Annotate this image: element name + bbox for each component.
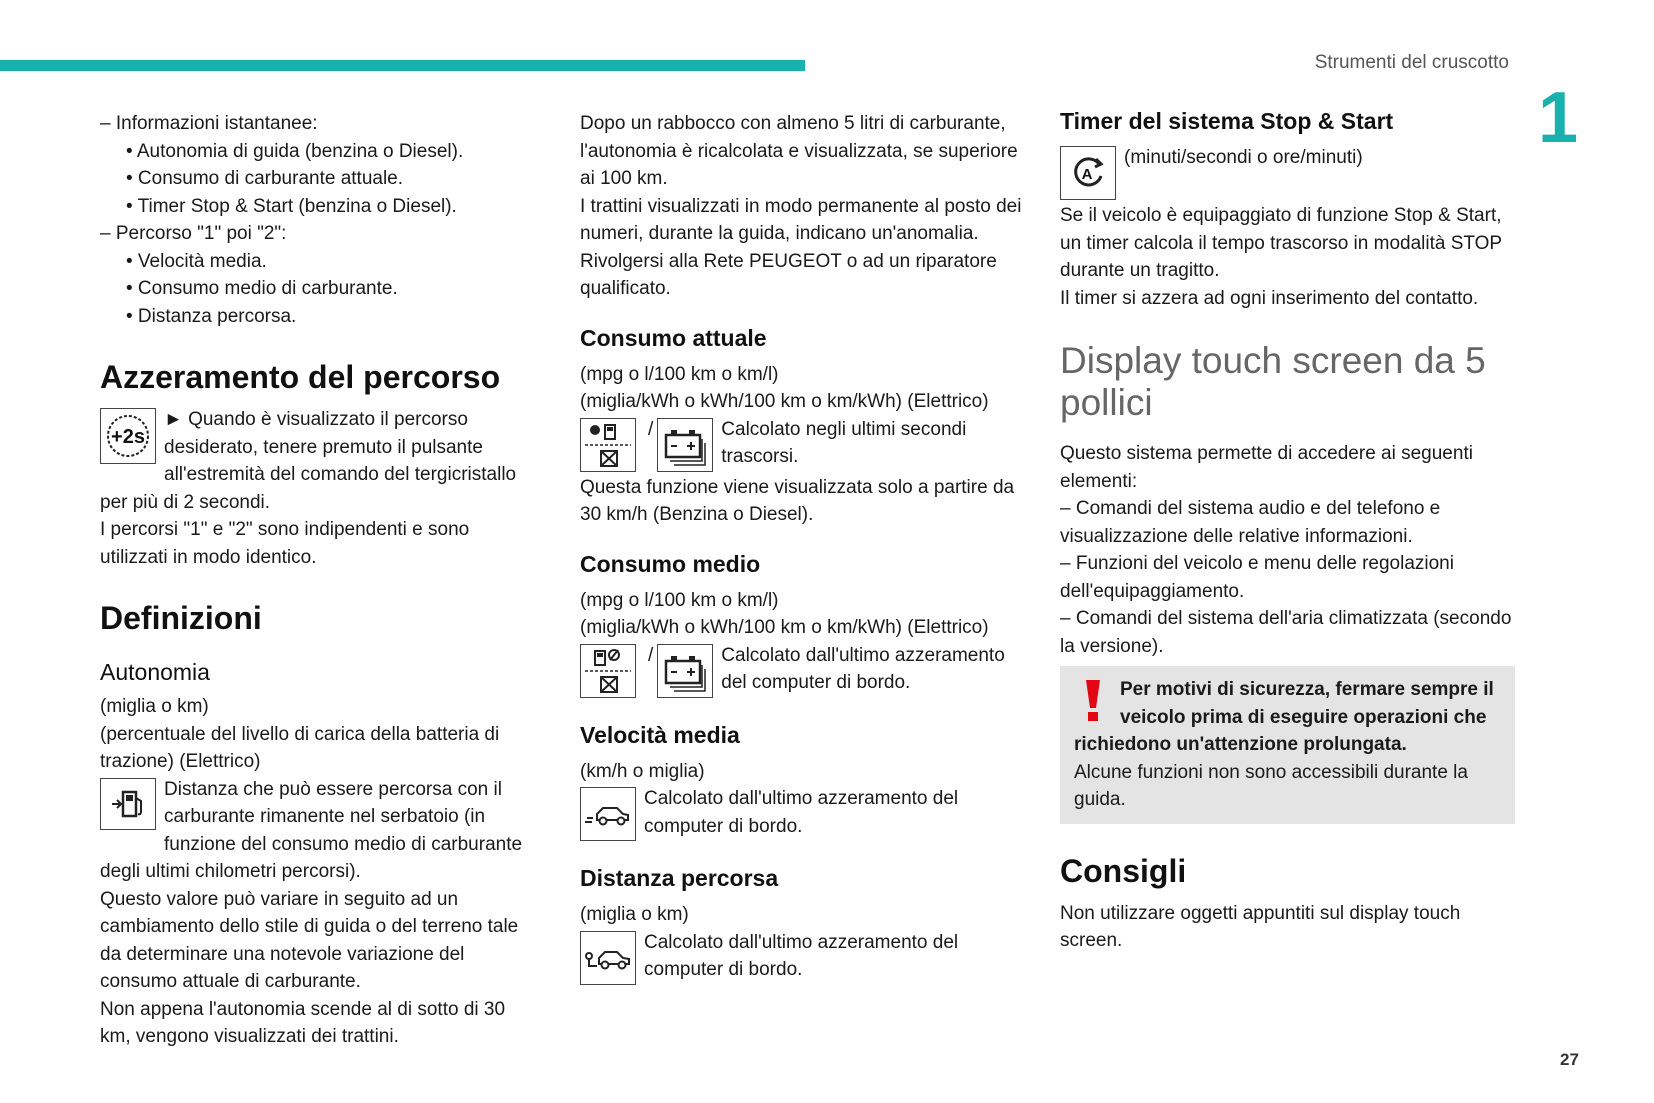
autonomy-units-2: (percentuale del livello di carica della batteria di trazione) (Elettrico) bbox=[100, 723, 500, 772]
intro-list-item: • Distanza percorsa. bbox=[126, 305, 297, 327]
svg-text:+2s: +2s bbox=[111, 426, 145, 448]
average-units: (mpg o l/100 km o km/l) bbox=[580, 589, 779, 611]
page-number: 27 bbox=[1560, 1050, 1579, 1069]
timer-title: Timer del sistema Stop & Start bbox=[1060, 108, 1394, 134]
current-icon-text: Calcolato negli ultimi secondi trascorsi. bbox=[721, 418, 967, 467]
column-2 bbox=[580, 110, 1025, 987]
separator-slash: / bbox=[648, 418, 654, 440]
battery-consumption-icon bbox=[657, 418, 713, 472]
speed-units: (km/h o miglia) bbox=[580, 760, 705, 782]
average-units-2: (miglia/kWh o kWh/100 km o km/kWh) (Elettrico) bbox=[580, 617, 989, 638]
current-units: (mpg o l/100 km o km/l) bbox=[580, 363, 779, 385]
intro-list-item: – Informazioni istantanee: bbox=[100, 113, 318, 134]
column-3 bbox=[1060, 110, 1515, 955]
current-consumption-icon bbox=[580, 418, 636, 472]
intro-list bbox=[100, 110, 540, 330]
warning-bold-text: Per motivi di sicurezza, fermare sempre il veicolo prima di eseguire operazioni che richiedono un'attenzione prolungata. bbox=[1074, 679, 1494, 755]
chapter-number: 1 bbox=[1538, 78, 1579, 158]
advice-title: Consigli bbox=[1060, 852, 1187, 889]
warning-text: Alcune funzioni non sono accessibili durante la guida. bbox=[1074, 761, 1468, 810]
reset-text-2: I percorsi "1" e "2" sono indipendenti e sono utilizzati in modo identico. bbox=[100, 519, 470, 568]
separator-slash: / bbox=[648, 644, 654, 666]
intro-list-item: • Consumo di carburante attuale. bbox=[126, 168, 404, 189]
dashes-text: I trattini visualizzati in modo permanente al posto dei numeri, durante la guida, indicano un'anomalia. bbox=[580, 195, 1022, 244]
intro-list-item: • Timer Stop & Start (benzina o Diesel). bbox=[126, 195, 457, 217]
battery-average-icon bbox=[657, 644, 713, 698]
refuel-text: Dopo un rabbocco con almeno 5 litri di carburante, l'autonomia è ricalcolata e visualizzata, se superiore ai 100 km. bbox=[580, 113, 1018, 189]
current-note: Questa funzione viene visualizzata solo a partire da 30 km/h (Benzina o Diesel). bbox=[580, 476, 1015, 525]
current-consumption-title: Consumo attuale bbox=[580, 324, 767, 351]
section-title: Strumenti del cruscotto bbox=[1314, 52, 1509, 73]
distance-units: (miglia o km) bbox=[580, 904, 689, 925]
display-list-item: – Funzioni del veicolo e menu delle regolazioni dell'equipaggiamento. bbox=[1060, 553, 1454, 602]
display-intro: Questo sistema permette di accedere ai seguenti elementi: bbox=[1060, 443, 1473, 492]
average-speed-title: Velocità media bbox=[580, 721, 740, 748]
timer-p2: Il timer si azzera ad ogni inserimento del contatto. bbox=[1060, 287, 1479, 309]
reset-button-icon bbox=[100, 408, 156, 464]
display-list-item: – Comandi del sistema dell'aria climatizzata (secondo la versione). bbox=[1060, 608, 1512, 657]
dealer-text: Rivolgersi alla Rete PEUGEOT o ad un riparatore qualificato. bbox=[580, 250, 997, 299]
autonomy-units: (miglia o km) bbox=[100, 696, 209, 717]
autonomy-icon-text: Distanza che può essere percorsa con il carburante rimanente nel serbatoio (in funzione del consumo medio di carburante degli ultimi chilometri percorsi). bbox=[100, 778, 523, 882]
timer-units: (minuti/secondi o ore/minuti) bbox=[1124, 147, 1363, 168]
current-units-2: (miglia/kWh o kWh/100 km o km/kWh) (Elettrico) bbox=[580, 391, 989, 412]
stop-start-icon bbox=[1060, 146, 1116, 200]
average-consumption-title: Consumo medio bbox=[580, 550, 761, 577]
warning-exclamation-icon bbox=[1078, 678, 1106, 724]
reset-title: Azzeramento del percorso bbox=[100, 359, 501, 395]
svg-text:A: A bbox=[1081, 166, 1093, 183]
distance-icon-text: Calcolato dall'ultimo azzeramento del computer di bordo. bbox=[644, 931, 959, 980]
intro-list-item: • Autonomia di guida (benzina o Diesel). bbox=[126, 140, 464, 162]
display-title: Display touch screen da 5 pollici bbox=[1060, 340, 1486, 423]
distance-title: Distanza percorsa bbox=[580, 865, 779, 891]
speed-icon-text: Calcolato dall'ultimo azzeramento del computer di bordo. bbox=[644, 788, 959, 837]
display-list bbox=[1060, 495, 1515, 660]
display-list-item: – Comandi del sistema audio e del telefono e visualizzazione delle relative informazioni. bbox=[1060, 498, 1441, 547]
distance-icon bbox=[580, 931, 636, 985]
header-accent-bar bbox=[0, 60, 805, 71]
autonomy-p2: Questo valore può variare in seguito ad un cambiamento dello stile di guida o del terreno tale da determinare una notevole variazione del consumo attuale di carburante. bbox=[100, 888, 519, 992]
average-icon-text: Calcolato dall'ultimo azzeramento del computer di bordo. bbox=[721, 644, 1005, 693]
reset-text: ► Quando è visualizzato il percorso desiderato, tenere premuto il pulsante all'estremità del comando del tergicristallo per più di 2 secondi. bbox=[100, 409, 517, 513]
advice-text: Non utilizzare oggetti appuntiti sul display touch screen. bbox=[1060, 902, 1461, 951]
average-speed-icon bbox=[580, 787, 636, 841]
fuel-range-icon bbox=[100, 778, 156, 830]
safety-warning-box bbox=[1060, 666, 1515, 824]
timer-p1: Se il veicolo è equipaggiato di funzione Stop & Start, un timer calcola il tempo trascorso in modalità STOP durante un tragitto. bbox=[1060, 205, 1502, 281]
definitions-title: Definizioni bbox=[100, 600, 262, 636]
autonomy-p3: Non appena l'autonomia scende al di sotto di 30 km, vengono visualizzati dei trattini. bbox=[100, 998, 506, 1047]
intro-list-item: • Velocità media. bbox=[126, 250, 267, 272]
autonomy-title: Autonomia bbox=[100, 659, 210, 685]
intro-list-item: – Percorso "1" poi "2": bbox=[100, 223, 287, 244]
column-1 bbox=[100, 110, 540, 1051]
intro-list-item: • Consumo medio di carburante. bbox=[126, 278, 398, 299]
average-consumption-icon bbox=[580, 644, 636, 698]
